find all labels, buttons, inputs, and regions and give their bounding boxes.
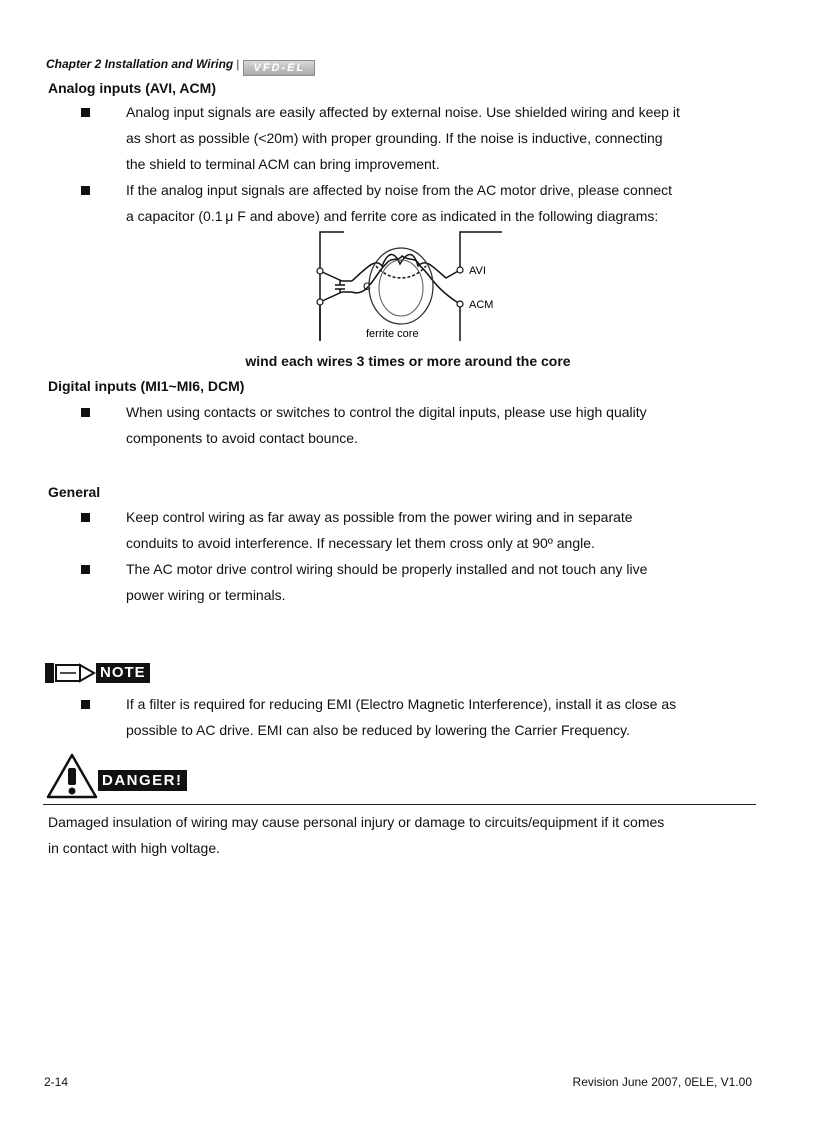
general-bullet1-line2: conduits to avoid interference. If necessary let them cross only at 90º angle. <box>126 535 595 551</box>
danger-text-line2: in contact with high voltage. <box>48 840 220 856</box>
bullet-icon <box>81 565 90 574</box>
analog-bullet2-line1: If the analog input signals are affected by noise from the AC motor drive, please connect <box>126 182 673 198</box>
digital-bullet1-line1: When using contacts or switches to control the digital inputs, please use high quality <box>126 404 647 420</box>
avi-terminal <box>457 267 463 273</box>
ferrite-core-inner <box>379 260 423 316</box>
general-bullet2-line2: power wiring or terminals. <box>126 587 286 603</box>
avi-label: AVI <box>469 265 486 277</box>
left-hot-lead <box>320 271 352 281</box>
general-bullet2-line1: The AC motor drive control wiring should be properly installed and not touch any live <box>126 561 648 577</box>
revision-info: Revision June 2007, 0ELE, V1.00 <box>572 1075 752 1089</box>
danger-badge: DANGER! <box>98 770 187 791</box>
left-terminal-top <box>317 268 323 274</box>
note-bullet1-line2: possible to AC drive. EMI can also be reduced by lowering the Carrier Frequency. <box>126 722 630 738</box>
ferrite-core-diagram <box>290 226 520 348</box>
analog-bullet1-line1: Analog input signals are easily affected by external noise. Use shielded wiring and keep it <box>126 104 680 120</box>
diagram-caption: wind each wires 3 times or more around the core <box>245 353 571 369</box>
bullet-icon <box>81 186 90 195</box>
note-pencil-icon <box>44 660 96 686</box>
danger-divider <box>43 804 756 805</box>
acm-terminal <box>457 301 463 307</box>
ferrite-core-label: ferrite core <box>366 328 419 340</box>
bullet-icon <box>81 108 90 117</box>
twisted-wire-b <box>352 256 460 304</box>
bullet-icon <box>81 513 90 522</box>
danger-text-line1: Damaged insulation of wiring may cause personal injury or damage to circuits/equipment if it comes <box>48 814 665 830</box>
digital-bullet1-line2: components to avoid contact bounce. <box>126 430 358 446</box>
section-title-analog: Analog inputs (AVI, ACM) <box>48 80 216 96</box>
left-upper-wire <box>320 232 344 341</box>
section-title-digital: Digital inputs (MI1~MI6, DCM) <box>48 378 245 394</box>
section-title-general: General <box>48 484 101 500</box>
note-bullet1-line1: If a filter is required for reducing EMI (Electro Magnetic Interference), install it as close as <box>126 696 677 712</box>
acm-label: ACM <box>469 299 494 311</box>
vfd-el-logo: VFD-EL <box>243 60 315 76</box>
bullet-icon <box>81 408 90 417</box>
warning-triangle-icon <box>45 752 99 800</box>
general-bullet1-line1: Keep control wiring as far away as possible from the power wiring and in separate <box>126 509 633 525</box>
header-separator: | <box>236 57 240 71</box>
chapter-title: Chapter 2 Installation and Wiring <box>46 57 234 71</box>
capacitor-label: C <box>363 281 371 293</box>
page-number: 2-14 <box>44 1075 69 1089</box>
running-header <box>46 57 315 76</box>
left-terminal-bottom <box>317 299 323 305</box>
analog-bullet1-line2: as short as possible (<20m) with proper grounding. If the noise is inductive, connecting <box>126 130 663 146</box>
analog-bullet1-line3: the shield to terminal ACM can bring improvement. <box>126 156 440 172</box>
ferrite-winding <box>376 266 426 278</box>
bullet-icon <box>81 700 90 709</box>
note-badge: NOTE <box>96 663 150 683</box>
analog-bullet2-line2: a capacitor (0.1 μ F and above) and ferrite core as indicated in the following diagrams: <box>126 208 659 224</box>
left-ref-lead <box>320 292 352 302</box>
